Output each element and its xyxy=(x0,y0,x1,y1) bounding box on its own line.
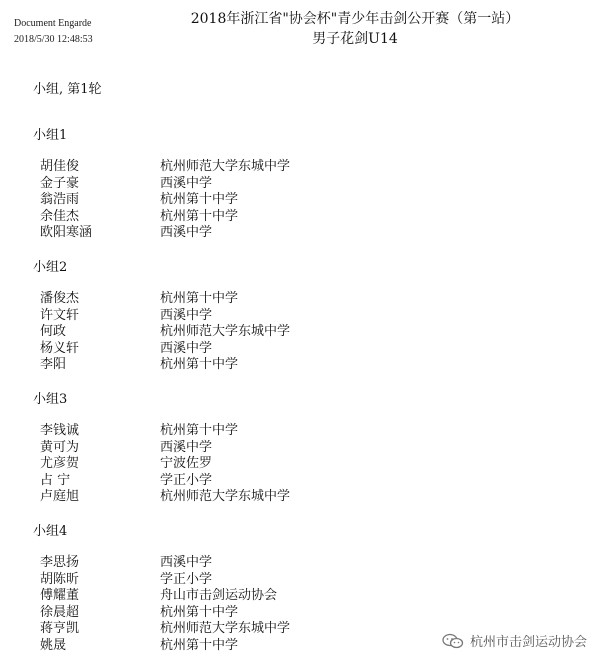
fencer-club: 杭州第十中学 xyxy=(160,423,239,438)
fencer-club: 学正小学 xyxy=(160,472,213,488)
pool-group xyxy=(33,128,533,242)
fencer-name: 胡陈昕 xyxy=(40,571,80,587)
list-item xyxy=(40,308,533,325)
list-item xyxy=(40,176,533,193)
fencer-name: 黄可为 xyxy=(40,439,80,455)
pool-group xyxy=(33,392,533,506)
fencer-name: 蒋亨凯 xyxy=(40,621,80,636)
list-item xyxy=(40,588,533,605)
fencer-name: 李阳 xyxy=(40,357,67,372)
group-label: 小组4 xyxy=(33,524,68,539)
fencer-club: 杭州师范大学东城中学 xyxy=(160,159,291,174)
group-label: 小组3 xyxy=(33,392,68,407)
fencer-club: 西溪中学 xyxy=(160,340,213,356)
list-item xyxy=(40,473,533,490)
fencer-club: 杭州第十中学 xyxy=(160,637,239,653)
fencer-name: 潘俊杰 xyxy=(40,291,80,306)
fencer-name: 何政 xyxy=(40,324,67,339)
list-item xyxy=(40,605,533,622)
group-members xyxy=(40,291,533,374)
list-item xyxy=(40,572,533,589)
list-item xyxy=(40,440,533,457)
list-item xyxy=(40,291,533,308)
fencer-club: 杭州第十中学 xyxy=(160,192,239,207)
list-item xyxy=(40,209,533,226)
fencer-club: 西溪中学 xyxy=(160,175,213,191)
fencer-name: 姚晟 xyxy=(40,637,67,653)
list-item xyxy=(40,192,533,209)
document-meta-app: Document Engarde xyxy=(14,18,92,29)
fencer-club: 杭州第十中学 xyxy=(160,357,239,372)
fencer-name: 翁浩雨 xyxy=(40,192,80,207)
fencer-club: 西溪中学 xyxy=(160,307,213,323)
wechat-icon xyxy=(442,633,464,649)
list-item xyxy=(40,341,533,358)
pool-group xyxy=(33,260,533,374)
document-meta-datetime: 2018/5/30 12:48:53 xyxy=(14,34,93,45)
fencer-name: 余佳杰 xyxy=(40,208,80,224)
fencer-club: 杭州第十中学 xyxy=(160,208,239,224)
page-subtitle: 男子花剑U14 xyxy=(312,31,398,47)
fencer-club: 西溪中学 xyxy=(160,439,213,455)
round-label: 小组, 第1轮 xyxy=(33,82,102,97)
fencer-name: 李思扬 xyxy=(40,555,80,570)
fencer-name: 李钱诚 xyxy=(40,423,80,438)
list-item xyxy=(40,159,533,176)
fencer-club: 杭州师范大学东城中学 xyxy=(160,489,291,504)
list-item xyxy=(40,225,533,242)
fencer-club: 宁波佐罗 xyxy=(160,456,213,471)
group-members xyxy=(40,159,533,242)
list-item xyxy=(40,456,533,473)
fencer-name: 徐晨超 xyxy=(40,604,80,620)
group-members xyxy=(40,423,533,506)
list-item xyxy=(40,423,533,440)
fencer-name: 许文轩 xyxy=(40,307,80,323)
fencer-name: 尤彦贺 xyxy=(40,456,80,471)
watermark xyxy=(442,631,587,650)
watermark-text: 杭州市击剑运动协会 xyxy=(469,635,587,650)
list-item xyxy=(40,324,533,341)
fencer-club: 西溪中学 xyxy=(160,555,213,570)
list-item xyxy=(40,357,533,374)
fencer-name: 金子豪 xyxy=(40,175,80,191)
list-item xyxy=(40,489,533,506)
fencer-name: 傅耀董 xyxy=(40,588,80,603)
fencer-club: 杭州师范大学东城中学 xyxy=(160,324,291,339)
fencer-club: 杭州师范大学东城中学 xyxy=(160,621,291,636)
fencer-club: 学正小学 xyxy=(160,571,213,587)
fencer-club: 西溪中学 xyxy=(160,225,213,240)
fencer-club: 杭州第十中学 xyxy=(160,604,239,620)
fencer-name: 欧阳寒涵 xyxy=(40,225,93,240)
fencer-name: 杨义轩 xyxy=(40,340,80,356)
fencer-name: 胡佳俊 xyxy=(40,159,80,174)
group-label: 小组1 xyxy=(33,128,68,143)
fencer-name: 占 宁 xyxy=(40,472,71,488)
list-item xyxy=(40,555,533,572)
fencer-club: 舟山市击剑运动协会 xyxy=(160,588,278,603)
fencer-club: 杭州第十中学 xyxy=(160,291,239,306)
group-label: 小组2 xyxy=(33,260,68,275)
page-title: 2018年浙江省"协会杯"青少年击剑公开赛（第一站） xyxy=(190,11,520,27)
fencer-name: 卢庭旭 xyxy=(40,489,80,504)
